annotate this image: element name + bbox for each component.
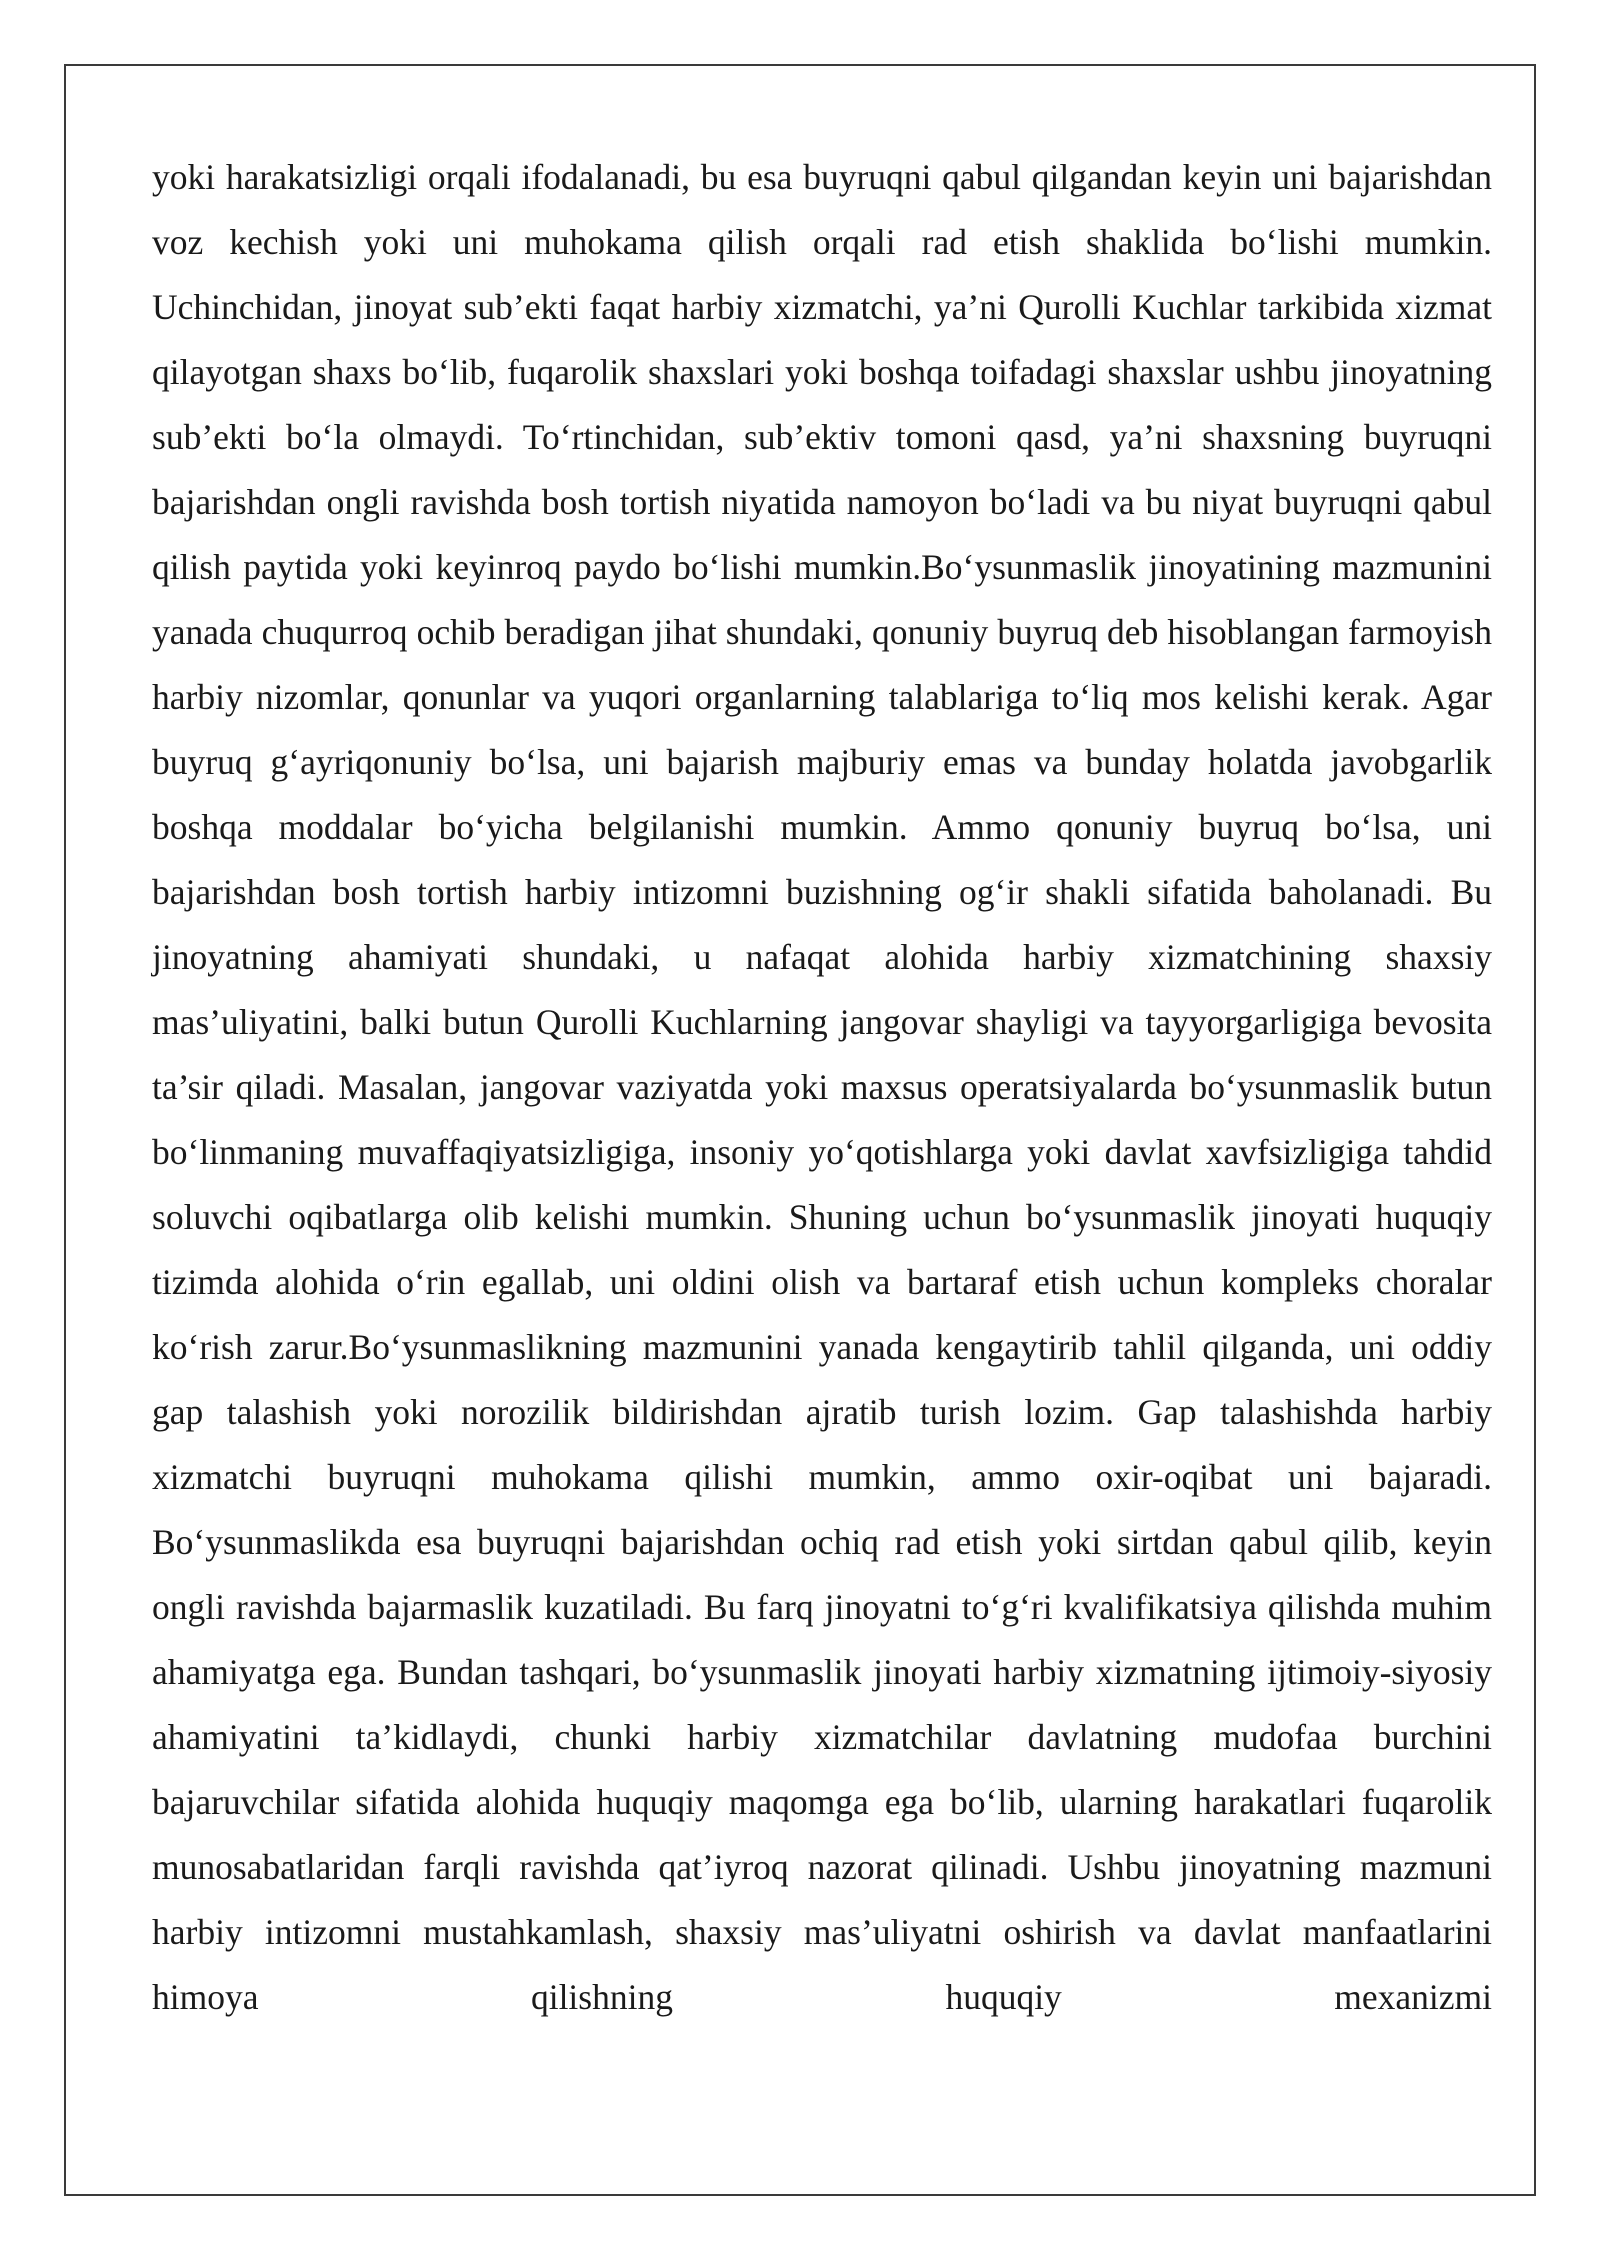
body-paragraph: yoki harakatsizligi orqali ifodalanadi, bu esa buyruqni qabul qilgandan keyin uni bajarishdan voz kechish yoki uni muhokama qilish orqali rad etish shaklida bo‘lishi mumkin. Uchinchidan, jinoyat sub’ekti faqat harbiy xizmatchi, ya’ni Qurolli Kuchlar tarkibida xizmat qilayotgan shaxs bo‘lib, fuqarolik shaxslari yoki boshqa toifadagi shaxslar ushbu jinoyatning sub’ekti bo‘la olmaydi. To‘rtinchidan, sub’ektiv tomoni qasd, ya’ni shaxsning buyruqni bajarishdan ongli ravishda bosh tortish niyatida namoyon bo‘ladi va bu niyat buyruqni qabul qilish paytida yoki keyinroq paydo bo‘lishi mumkin.Bo‘ysunmaslik jinoyatining mazmunini yanada chuqurroq ochib beradigan jihat shundaki, qonuniy buyruq deb hisoblangan farmoyish harbiy nizomlar, qonunlar va yuqori organlarning talablariga to‘liq mos kelishi kerak. Agar buyruq g‘ayriqonuniy bo‘lsa, uni bajarish majburiy emas va bunday holatda javobgarlik boshqa moddalar bo‘yicha belgilanishi mumkin. Ammo qonuniy buyruq bo‘lsa, uni bajarishdan bosh tortish harbiy intizomni buzishning og‘ir shakli sifatida baholanadi. Bu jinoyatning ahamiyati shundaki, u nafaqat alohida harbiy xizmatchining shaxsiy mas’uliyatini, balki butun Qurolli Kuchlarning jangovar shayligi va tayyorgarligiga bevosita ta’sir qiladi. Masalan, jangovar vaziyatda yoki maxsus operatsiyalarda bo‘ysunmaslik butun bo‘linmaning muvaffaqiyatsizligiga, insoniy yo‘qotishlarga yoki davlat xavfsizligiga tahdid soluvchi oqibatlarga olib kelishi mumkin. Shuning uchun bo‘ysunmaslik jinoyati huquqiy tizimda alohida o‘rin egallab, uni oldini olish va bartaraf etish uchun kompleks choralar ko‘rish zarur.Bo‘ysunmaslikning mazmunini yanada kengaytirib tahlil qilganda, uni oddiy gap talashish yoki norozilik bildirishdan ajratib turish lozim. Gap talashishda harbiy xizmatchi buyruqni muhokama qilishi mumkin, ammo oxir-oqibat uni bajaradi. Bo‘ysunmaslikda esa buyruqni bajarishdan ochiq rad etish yoki sirtdan qabul qilib, keyin ongli ravishda bajarmaslik kuzatiladi. Bu farq jinoyatni to‘g‘ri kvalifikatsiya qilishda muhim ahamiyatga ega. Bundan tashqari, bo‘ysunmaslik jinoyati harbiy xizmatning ijtimoiy-siyosiy ahamiyatini ta’kidlaydi, chunki harbiy xizmatchilar davlatning mudofaa burchini bajaruvchilar sifatida alohida huquqiy maqomga ega bo‘lib, ularning harakatlari fuqarolik munosabatlaridan farqli ravishda qat’iyroq nazorat qilinadi. Ushbu jinoyatning mazmuni harbiy intizomni mustahkamlash, shaxsiy mas’uliyatni oshirish va davlat manfaatlarini himoya qilishning huquqiy mexanizmi xyxy=(152,157,1492,2017)
